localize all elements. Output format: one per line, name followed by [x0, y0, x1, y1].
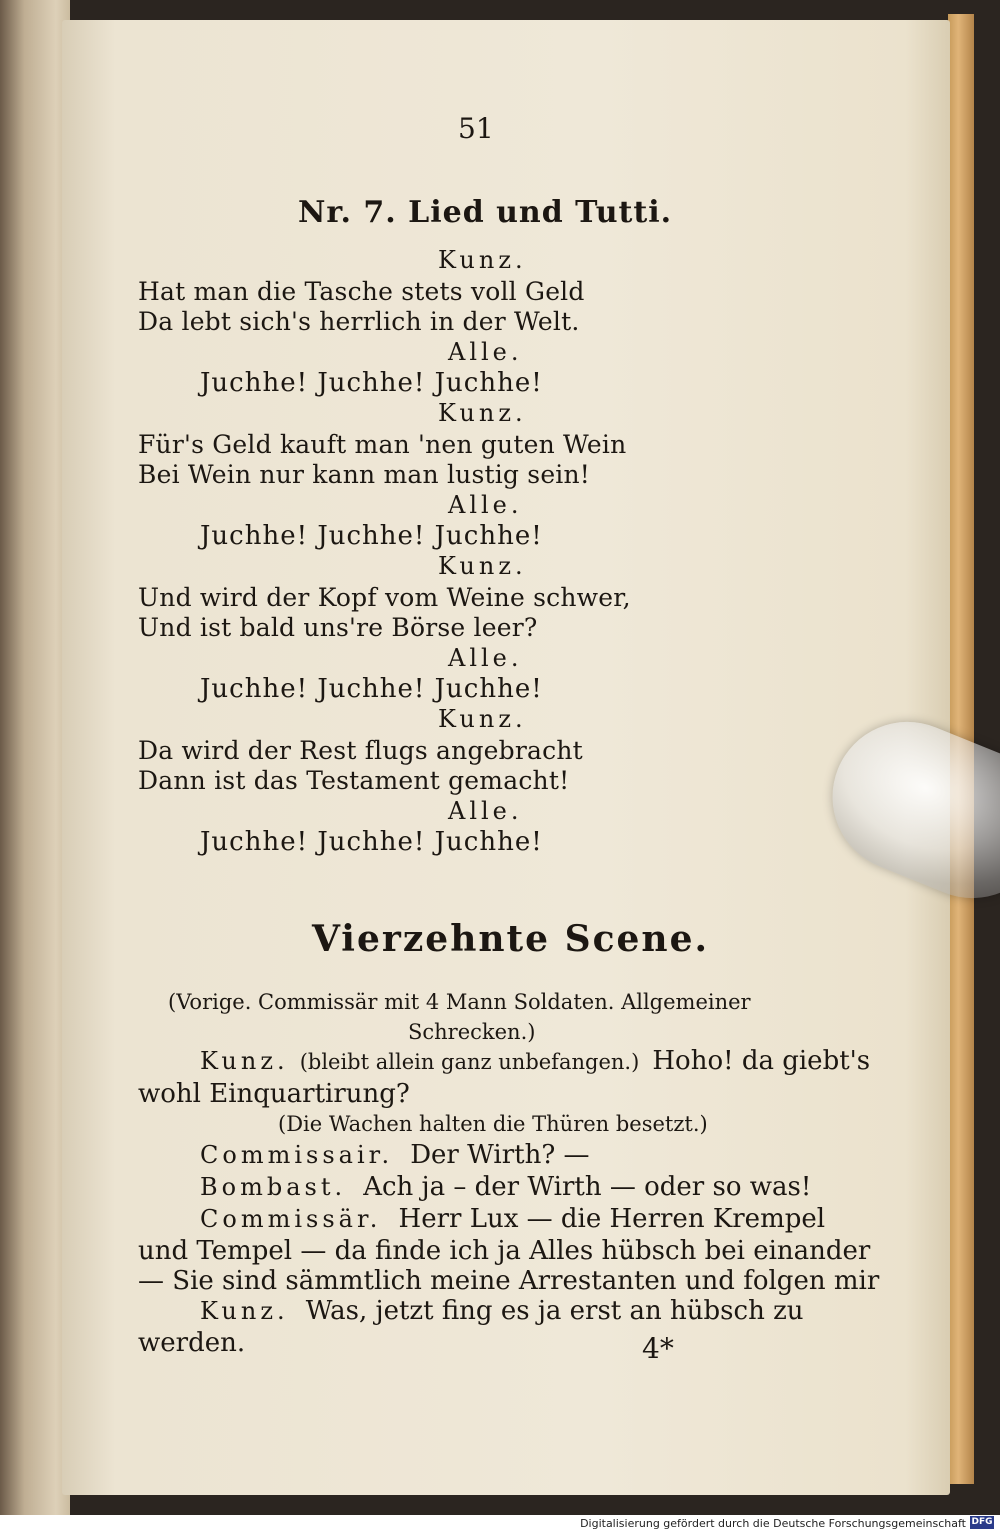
song-verse-line: Da lebt sich's herrlich in der Welt.: [138, 307, 580, 337]
speaker-name: Bombast.: [200, 1173, 347, 1201]
song-speaker: Alle.: [448, 796, 523, 825]
song-verse-line: Für's Geld kauft man 'nen guten Wein: [138, 429, 627, 459]
speaker-name: Kunz.: [200, 1297, 289, 1325]
song-verse-line: Und wird der Kopf vom Weine schwer,: [138, 582, 631, 612]
song-verse-line: Bei Wein nur kann man lustig sein!: [138, 460, 591, 490]
dialogue-text: Ach ja – der Wirth — oder so was!: [363, 1172, 812, 1202]
dialogue-bombast: [200, 1172, 811, 1202]
song-chorus-line: Juchhe! Juchhe! Juchhe!: [200, 521, 543, 552]
song-verse-line: Hat man die Tasche stets voll Geld: [138, 276, 585, 306]
dialogue-text: Der Wirth? —: [410, 1140, 590, 1170]
dfg-logo: DFG: [971, 1517, 993, 1527]
dialogue-text: werden.: [138, 1328, 246, 1358]
speaker-name: Commissär.: [200, 1205, 382, 1233]
dialogue-text: wohl Einquartirung?: [138, 1079, 410, 1109]
stage-direction: (Die Wachen halten die Thüren besetzt.): [278, 1112, 708, 1136]
song-speaker: Alle.: [448, 643, 523, 672]
song-verse-line: Und ist bald uns're Börse leer?: [138, 613, 538, 643]
previous-page-edge: [0, 0, 70, 1533]
inline-direction: (bleibt allein ganz unbefangen.): [299, 1050, 640, 1074]
song-speaker: Kunz.: [438, 705, 527, 733]
song-speaker: Kunz.: [438, 552, 527, 580]
song-title: Nr. 7. Lied und Tutti.: [298, 195, 673, 230]
dialogue-text: — Sie sind sämmtlich meine Arrestanten und folgen mir: [138, 1266, 880, 1296]
speaker-name: Kunz.: [200, 1047, 289, 1075]
stage-direction-cont: Schrecken.): [408, 1020, 536, 1044]
song-speaker: Alle.: [448, 490, 523, 519]
song-speaker: Kunz.: [438, 399, 527, 427]
song-chorus-line: Juchhe! Juchhe! Juchhe!: [200, 368, 543, 399]
song-verse-line: Dann ist das Testament gemacht!: [138, 766, 570, 796]
scene-title: Vierzehnte Scene.: [312, 918, 710, 960]
dialogue-text: und Tempel — da finde ich ja Alles hübsch bei einander: [138, 1236, 871, 1266]
speaker-name: Commissair.: [200, 1141, 394, 1169]
dialogue-kunz: [200, 1046, 870, 1076]
song-verse-line: Da wird der Rest flugs angebracht: [138, 735, 583, 765]
dialogue-text: Was, jetzt fing es ja erst an hübsch zu: [305, 1296, 804, 1326]
digitization-credit: Digitalisierung gefördert durch die Deutsche Forschungsgemeinschaft: [580, 1517, 966, 1530]
signature-mark: 4*: [642, 1332, 674, 1365]
song-speaker: Kunz.: [438, 246, 527, 274]
song-chorus-line: Juchhe! Juchhe! Juchhe!: [200, 827, 543, 858]
song-chorus-line: Juchhe! Juchhe! Juchhe!: [200, 674, 543, 705]
song-speaker: Alle.: [448, 337, 523, 366]
dialogue-commissaer: [200, 1204, 825, 1234]
dialogue-commissair: [200, 1140, 590, 1170]
dialogue-kunz-2: [200, 1296, 804, 1326]
dialogue-text: Herr Lux — die Herren Krempel: [398, 1204, 826, 1234]
stage-direction: (Vorige. Commissär mit 4 Mann Soldaten. Allgemeiner: [168, 990, 751, 1014]
dialogue-text: Hoho! da giebt's: [652, 1046, 871, 1076]
page-number: 51: [458, 112, 494, 145]
